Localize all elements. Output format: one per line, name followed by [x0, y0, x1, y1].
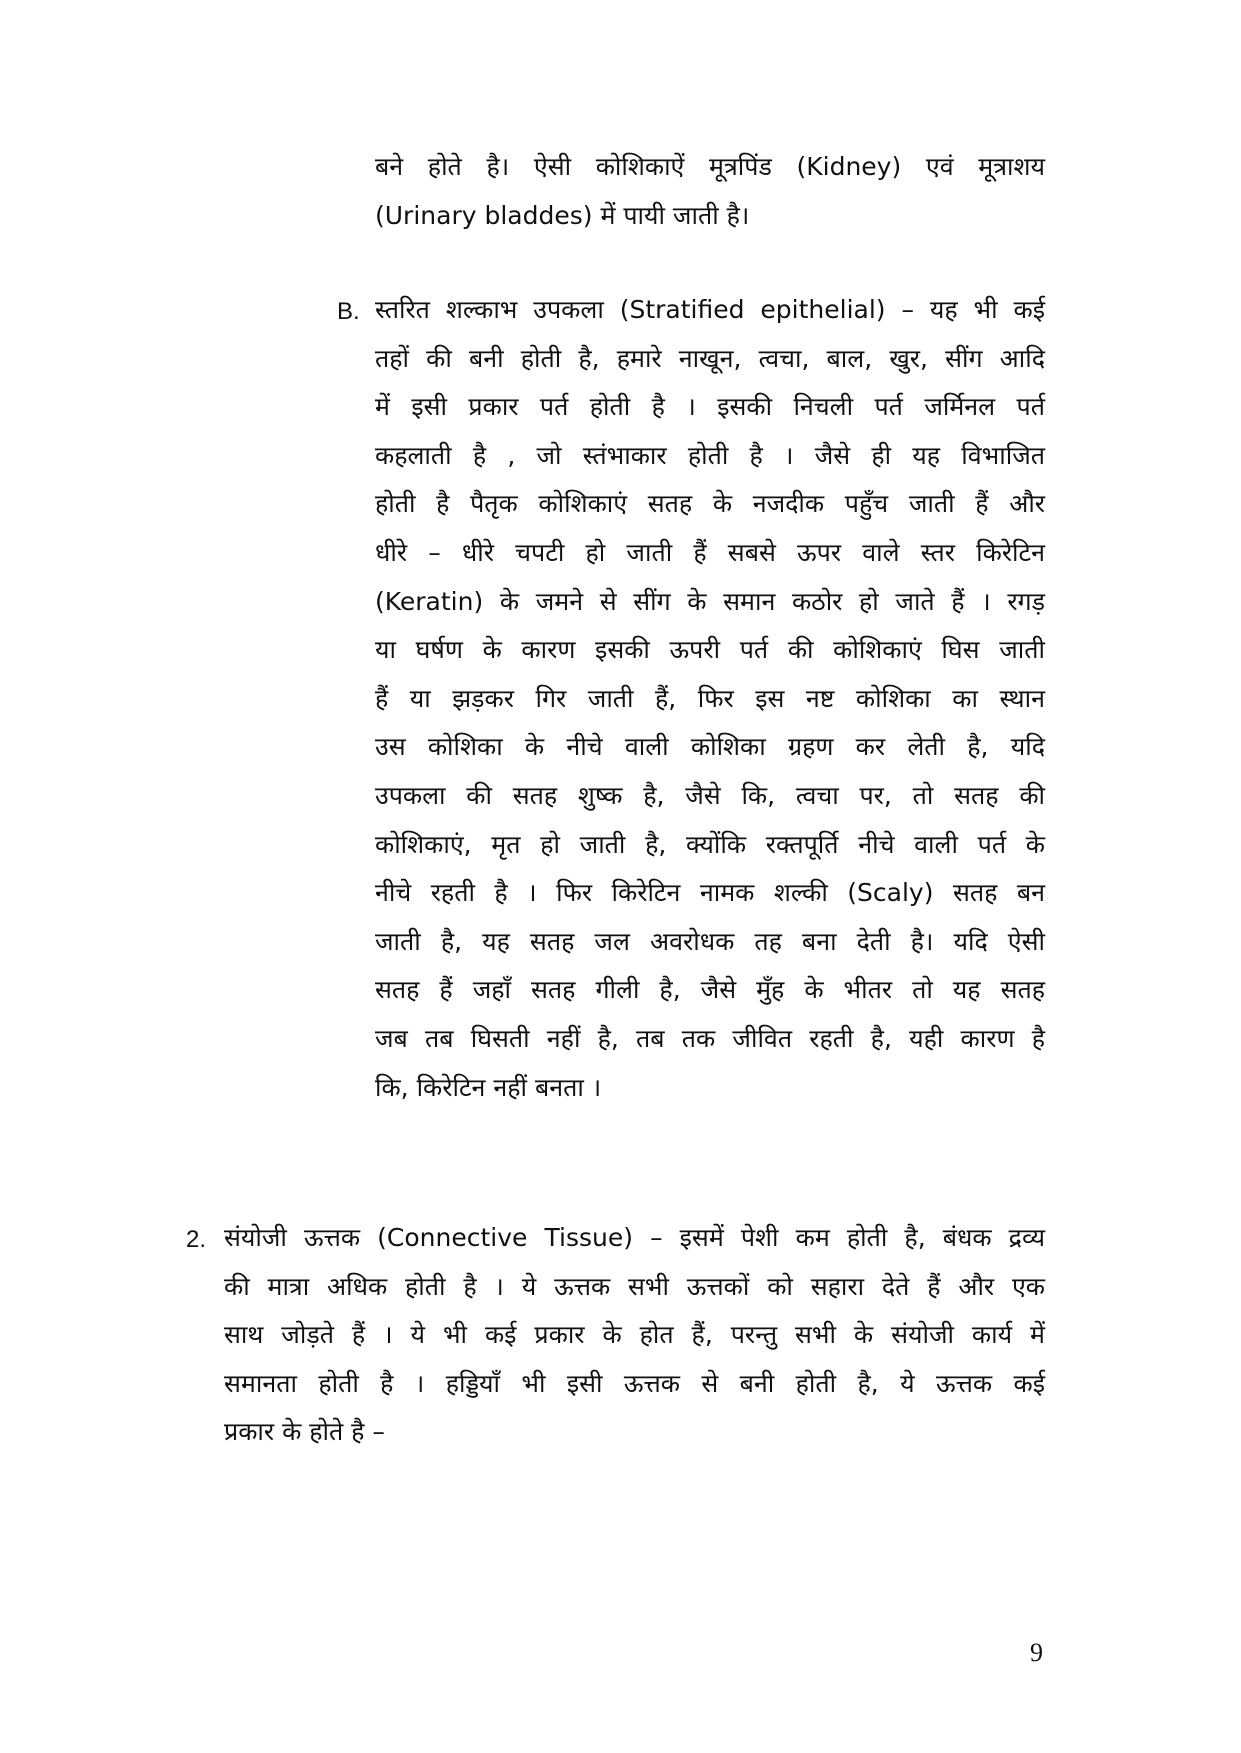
section-2-marker: 2. — [186, 1226, 207, 1253]
paragraph-line: साथ जोड़ते हैं । ये भी कई प्रकार के होत हैं, परन्तु सभी के संयोजी कार्य में — [224, 1320, 1045, 1350]
paragraph-line: कोशिकाएं, मृत हो जाती है, क्योंकि रक्तपूर्ति नीचे वाली पर्त के — [375, 829, 1045, 859]
section-2-paragraph — [224, 1214, 1045, 1457]
paragraph-line: कि, किरेटिन नहीं बनता । — [375, 1072, 602, 1102]
paragraph-line: हैं या झड़कर गिर जाती हैं, फिर इस नष्ट कोशिका का स्थान — [375, 683, 1045, 713]
continuation-paragraph — [375, 143, 1045, 240]
paragraph-line: सतह हैं जहाँ सतह गीली है, जैसे मुँह के भीतर तो यह सतह — [375, 975, 1045, 1005]
paragraph-line: समानता होती है । हड्डियाँ भी इसी ऊत्तक से बनी होती है, ये ऊत्तक कई — [224, 1368, 1045, 1398]
section-b-marker: B. — [337, 298, 360, 325]
paragraph-line: या घर्षण के कारण इसकी ऊपरी पर्त की कोशिकाएं घिस जाती — [375, 635, 1045, 665]
paragraph-line: स्तरित शल्काभ उपकला (Stratified epithelial) – यह भी कई — [375, 295, 1045, 324]
paragraph-line: में इसी प्रकार पर्त होती है । इसकी निचली पर्त जर्मिनल पर्त — [375, 392, 1045, 422]
paragraph-line: की मात्रा अधिक होती है । ये ऊत्तक सभी ऊत्तकों को सहारा देते हैं और एक — [224, 1271, 1045, 1301]
paragraph-line: उपकला की सतह शुष्क है, जैसे कि, त्वचा पर, तो सतह की — [375, 780, 1045, 810]
paragraph-line: नीचे रहती है । फिर किरेटिन नामक शल्की (Scaly) सतह बन — [375, 878, 1045, 908]
paragraph-line: होती है पैतृक कोशिकाएं सतह के नजदीक पहुँच जाती हैं और — [375, 489, 1045, 519]
paragraph-line: कहलाती है , जो स्तंभाकार होती है । जैसे ही यह विभाजित — [375, 440, 1045, 470]
paragraph-line: तहों की बनी होती है, हमारे नाखून, त्वचा, बाल, खुर, सींग आदि — [375, 343, 1045, 373]
paragraph-line: जब तब घिसती नहीं है, तब तक जीवित रहती है, यही कारण है — [375, 1023, 1045, 1053]
paragraph-line: (Keratin) के जमने से सींग के समान कठोर हो जाते हैं । रगड़ — [375, 586, 1045, 616]
section-b-paragraph — [375, 286, 1045, 1112]
paragraph-line: (Urinary bladdes) में पायी जाती है। — [375, 200, 750, 230]
paragraph-line: संयोजी ऊत्तक (Connective Tissue) – इसमें पेशी कम होती है, बंधक द्रव्य — [224, 1223, 1045, 1252]
paragraph-line: जाती है, यह सतह जल अवरोधक तह बना देती है। यदि ऐसी — [375, 926, 1045, 956]
page-number: 9 — [1030, 1638, 1043, 1667]
paragraph-line: बने होते है। ऐसी कोशिकाऐं मूत्रपिंड (Kidney) एवं मूत्राशय — [375, 152, 1045, 181]
paragraph-line: प्रकार के होते है – — [224, 1417, 385, 1447]
paragraph-line: उस कोशिका के नीचे वाली कोशिका ग्रहण कर लेती है, यदि — [375, 732, 1045, 762]
paragraph-line: धीरे – धीरे चपटी हो जाती हैं सबसे ऊपर वाले स्तर किरेटिन — [375, 537, 1045, 567]
